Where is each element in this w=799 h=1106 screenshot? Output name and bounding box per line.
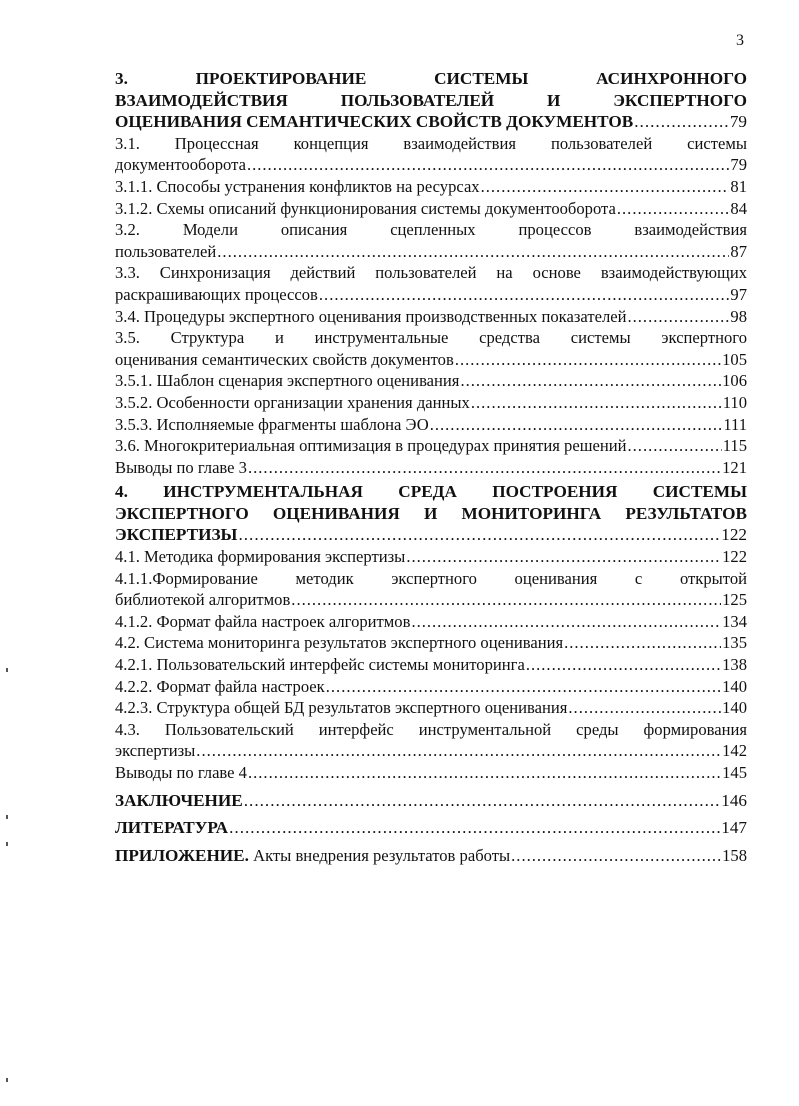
toc-conclusions-chapter-3-title: Выводы по главе 3 [115, 457, 247, 477]
toc-section-4-2-1 [115, 654, 747, 676]
dot-leader [617, 198, 730, 220]
dot-leader [244, 790, 720, 812]
toc-section-4-3-title-end: экспертизы [115, 741, 196, 761]
dot-leader [471, 392, 722, 414]
dot-leader [238, 524, 720, 546]
toc-appendix-label: ПРИЛОЖЕНИЕ. [115, 845, 249, 865]
dot-leader [627, 306, 729, 328]
dot-leader [568, 697, 721, 719]
toc-section-3-5-1-title: 3.5.1. Шаблон сценария экспертного оценивания [115, 371, 460, 391]
toc-section-3-2-page: 87 [730, 241, 747, 261]
toc-literature [115, 817, 747, 839]
dot-leader [628, 435, 722, 457]
toc-section-3-6-page: 115 [722, 436, 747, 456]
dot-leader [430, 414, 723, 436]
toc-conclusions-chapter-4-page: 145 [722, 763, 747, 782]
toc-section-3-3-page: 97 [730, 284, 747, 304]
toc-literature-title: ЛИТЕРАТУРА [115, 818, 229, 838]
dot-leader [247, 154, 729, 176]
toc-chapter-4-line-2: ЭКСПЕРТНОГО ОЦЕНИВАНИЯ И МОНИТОРИНГА РЕЗУЛЬТАТОВ [115, 503, 747, 523]
dot-leader [511, 845, 721, 867]
toc-section-4-1-2 [115, 611, 747, 633]
dot-leader [460, 370, 721, 392]
dot-leader [455, 349, 721, 371]
toc-chapter-4-title-end: ЭКСПЕРТИЗЫ [115, 525, 238, 545]
toc-conclusions-chapter-3-page: 121 [722, 457, 747, 477]
toc-appendix-page: 158 [722, 845, 747, 865]
toc-section-4-3-page: 142 [722, 741, 747, 761]
table-of-contents [115, 68, 747, 866]
scan-speck [6, 815, 8, 819]
dot-leader [564, 632, 721, 654]
toc-chapter-4-page: 122 [721, 525, 747, 545]
scan-speck [6, 668, 8, 672]
toc-chapter-3-line-3 [115, 111, 747, 133]
toc-section-4-1-1-page: 125 [722, 590, 747, 610]
toc-section-3-4-page: 98 [730, 306, 747, 326]
toc-section-4-2-2-page: 140 [722, 676, 747, 696]
toc-appendix-title [115, 845, 510, 867]
toc-conclusions-chapter-4-title: Выводы по главе 4 [115, 763, 247, 782]
toc-section-3-1-line-1: 3.1. Процессная концепция взаимодействия пользователей системы [115, 133, 747, 153]
dot-leader [196, 740, 721, 762]
toc-chapter-3-line-1: 3. ПРОЕКТИРОВАНИЕ СИСТЕМЫ АСИНХРОННОГО [115, 69, 747, 88]
dot-leader [217, 241, 729, 263]
dot-leader [411, 611, 721, 633]
scan-speck [6, 1078, 8, 1082]
toc-section-3-3 [115, 284, 747, 306]
toc-section-3-5-1 [115, 370, 747, 392]
toc-section-4-2-3 [115, 697, 747, 719]
toc-appendix-description: Акты внедрения результатов работы [248, 845, 511, 865]
toc-chapter-4-line-3 [115, 524, 747, 546]
toc-section-4-2-1-page: 138 [722, 655, 747, 675]
toc-section-3-6 [115, 435, 747, 457]
toc-section-3-1-2-title: 3.1.2. Схемы описаний функционирования системы документооборота [115, 198, 616, 218]
toc-section-3-5-1-page: 106 [722, 371, 747, 391]
dot-leader [291, 589, 721, 611]
dot-leader [319, 284, 730, 306]
toc-section-4-2-page: 135 [722, 633, 747, 653]
toc-section-4-1-1 [115, 589, 747, 611]
toc-section-3-2-line-1: 3.2. Модели описания сцепленных процессов взаимодействия [115, 220, 747, 240]
toc-section-4-2-3-page: 140 [722, 698, 747, 718]
toc-section-4-2 [115, 632, 747, 654]
toc-section-3-2-title-end: пользователей [115, 241, 217, 261]
toc-section-4-1-2-page: 134 [722, 611, 747, 631]
toc-conclusion-page: 146 [721, 790, 747, 810]
dot-leader [248, 762, 721, 784]
toc-section-3-1-page: 79 [730, 155, 747, 175]
toc-chapter-4-line-1: 4. ИНСТРУМЕНТАЛЬНАЯ СРЕДА ПОСТРОЕНИЯ СИСТЕМЫ [115, 482, 747, 502]
toc-conclusion-title: ЗАКЛЮЧЕНИЕ [115, 790, 243, 810]
toc-section-3-1 [115, 154, 747, 176]
toc-chapter-3-line-2: ВЗАИМОДЕЙСТВИЯ ПОЛЬЗОВАТЕЛЕЙ И ЭКСПЕРТНОГО [115, 90, 747, 110]
toc-section-3-5-3-title: 3.5.3. Исполняемые фрагменты шаблона ЭО [115, 414, 429, 434]
toc-section-3-1-1-page: 81 [730, 176, 747, 196]
toc-section-3-4 [115, 306, 747, 328]
toc-section-3-3-line-1: 3.3. Синхронизация действий пользователей на основе взаимодействующих [115, 263, 747, 283]
toc-section-4-3 [115, 740, 747, 762]
toc-conclusion [115, 790, 747, 812]
page-number: 3 [736, 32, 744, 49]
toc-section-3-3-title-end: раскрашивающих процессов [115, 284, 318, 304]
toc-section-4-2-2-title: 4.2.2. Формат файла настроек [115, 676, 325, 696]
toc-section-3-5 [115, 349, 747, 371]
toc-section-4-1-1-line-1: 4.1.1.Формирование методик экспертного оценивания с открытой [115, 568, 747, 588]
toc-section-4-2-1-title: 4.2.1. Пользовательский интерфейс системы мониторинга [115, 655, 525, 675]
toc-section-4-1-1-title-end: библиотекой алгоритмов [115, 590, 291, 610]
dot-leader [406, 546, 721, 568]
dot-leader [634, 111, 729, 133]
scan-speck [6, 842, 8, 846]
toc-section-4-1 [115, 546, 747, 568]
toc-section-3-1-2-page: 84 [730, 198, 747, 218]
toc-section-3-5-2-title: 3.5.2. Особенности организации хранения данных [115, 392, 470, 412]
dot-leader [481, 176, 730, 198]
dot-leader [326, 676, 721, 698]
toc-conclusions-chapter-4 [115, 762, 747, 784]
toc-chapter-3-title-end: ОЦЕНИВАНИЯ СЕМАНТИЧЕСКИХ СВОЙСТВ ДОКУМЕНТОВ [115, 112, 634, 132]
toc-section-3-5-3 [115, 414, 747, 436]
toc-section-3-5-2 [115, 392, 747, 414]
toc-section-3-5-page: 105 [722, 349, 747, 369]
dot-leader [526, 654, 721, 676]
toc-section-3-1-1-title: 3.1.1. Способы устранения конфликтов на ресурсах [115, 176, 480, 196]
dot-leader [248, 457, 721, 479]
toc-section-3-1-1 [115, 176, 747, 198]
toc-section-4-2-title: 4.2. Система мониторинга результатов экспертного оценивания [115, 633, 564, 653]
toc-literature-page: 147 [721, 818, 747, 838]
toc-section-4-2-2 [115, 676, 747, 698]
toc-section-4-1-title: 4.1. Методика формирования экспертизы [115, 547, 406, 567]
toc-section-4-1-page: 122 [722, 547, 747, 567]
toc-appendix [115, 845, 747, 867]
toc-section-3-1-2 [115, 198, 747, 220]
toc-section-3-6-title: 3.6. Многокритериальная оптимизация в процедурах принятия решений [115, 436, 627, 456]
toc-section-3-2 [115, 241, 747, 263]
toc-section-3-1-title-end: документооборота [115, 155, 246, 175]
toc-chapter-3-page: 79 [729, 112, 747, 132]
toc-section-3-5-2-page: 110 [722, 392, 747, 412]
toc-section-3-5-line-1: 3.5. Структура и инструментальные средства системы экспертного [115, 328, 747, 348]
toc-section-4-1-2-title: 4.1.2. Формат файла настроек алгоритмов [115, 611, 411, 631]
toc-section-4-2-3-title: 4.2.3. Структура общей БД результатов экспертного оценивания [115, 698, 568, 718]
toc-conclusions-chapter-3 [115, 457, 747, 479]
toc-section-4-3-line-1: 4.3. Пользовательский интерфейс инструментальной среды формирования [115, 719, 747, 739]
toc-section-3-5-3-page: 111 [723, 414, 747, 434]
toc-section-3-5-title-end: оценивания семантических свойств документов [115, 349, 454, 369]
toc-section-3-4-title: 3.4. Процедуры экспертного оценивания производственных показателей [115, 306, 627, 326]
dot-leader [229, 817, 720, 839]
